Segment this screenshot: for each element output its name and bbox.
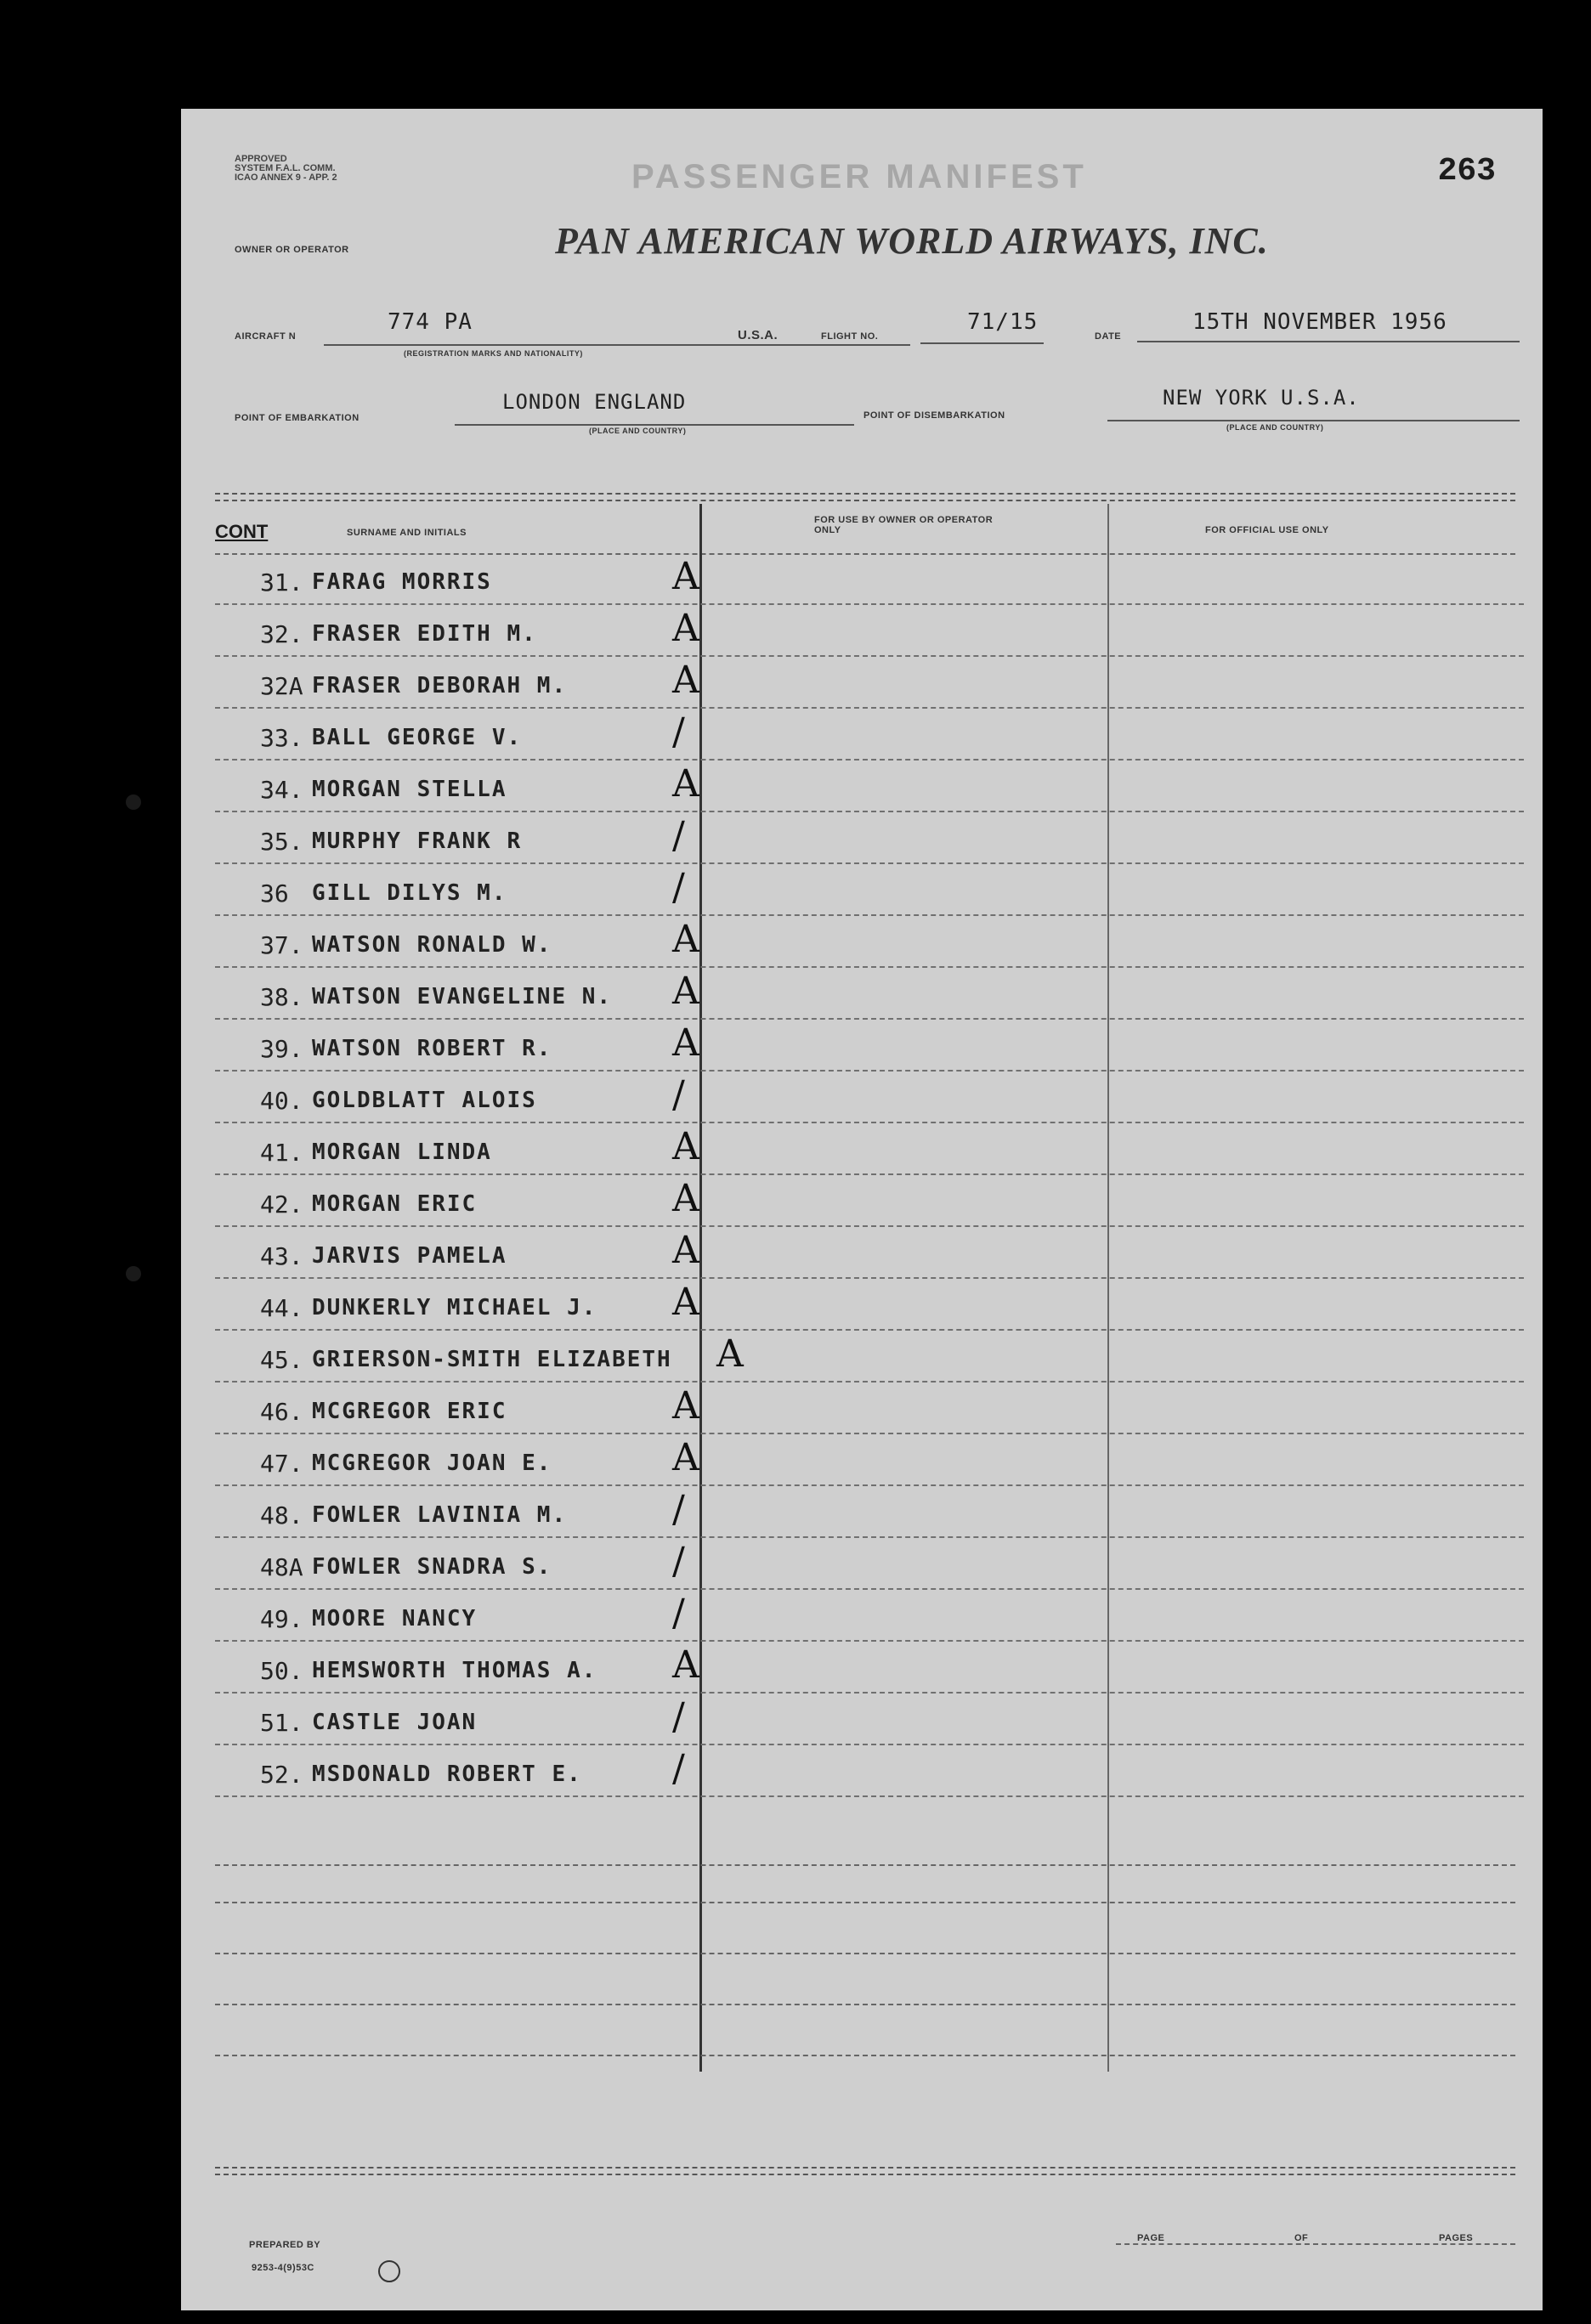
flight-label: FLIGHT NO. bbox=[821, 331, 879, 342]
passenger-name: MOORE NANCY bbox=[312, 1606, 478, 1631]
passenger-name: DUNKERLY MICHAEL J. bbox=[312, 1295, 597, 1320]
passenger-name: MURPHY FRANK R bbox=[312, 828, 523, 854]
table-row bbox=[215, 917, 1524, 968]
checkin-mark: A bbox=[672, 607, 699, 650]
passenger-name: MORGAN LINDA bbox=[312, 1139, 492, 1165]
checkin-mark: A bbox=[672, 1125, 699, 1168]
blank-row-line bbox=[215, 2055, 1515, 2056]
row-number: 42. bbox=[260, 1190, 303, 1219]
checkin-mark: A bbox=[672, 555, 699, 598]
checkin-mark: / bbox=[672, 1695, 685, 1739]
checkin-mark: / bbox=[672, 1540, 685, 1583]
passenger-name: BALL GEORGE V. bbox=[312, 725, 523, 750]
row-number: 46. bbox=[260, 1398, 303, 1426]
checkin-mark: A bbox=[672, 1384, 699, 1428]
date-label: DATE bbox=[1095, 331, 1122, 342]
table-row bbox=[215, 1591, 1524, 1642]
checkin-mark: A bbox=[672, 1229, 699, 1272]
row-number: 47. bbox=[260, 1450, 303, 1478]
row-number: 39. bbox=[260, 1035, 303, 1063]
of-label: OF bbox=[1294, 2233, 1309, 2243]
embark-underline bbox=[455, 424, 854, 426]
embark-label: POINT OF EMBARKATION bbox=[235, 413, 360, 423]
checkin-mark: / bbox=[672, 1488, 685, 1531]
table-row bbox=[215, 1021, 1524, 1072]
row-number: 32. bbox=[260, 620, 303, 648]
row-number: 40. bbox=[260, 1087, 303, 1115]
passenger-name: CASTLE JOAN bbox=[312, 1710, 478, 1735]
passenger-name: FOWLER SNADRA S. bbox=[312, 1554, 552, 1580]
row-number: 36 bbox=[260, 879, 289, 908]
passenger-name: FARAG MORRIS bbox=[312, 569, 492, 595]
checkin-mark: A bbox=[672, 970, 699, 1013]
col-surname: SURNAME AND INITIALS bbox=[347, 528, 467, 538]
passenger-name: GOLDBLATT ALOIS bbox=[312, 1088, 537, 1113]
passenger-name: WATSON ROBERT R. bbox=[312, 1036, 552, 1061]
checkin-mark: A bbox=[672, 1436, 699, 1479]
form-title: PASSENGER MANIFEST bbox=[631, 158, 1087, 195]
page-label: PAGE bbox=[1137, 2233, 1165, 2243]
page-count-line bbox=[1116, 2243, 1515, 2245]
passenger-name: MCGREGOR JOAN E. bbox=[312, 1450, 552, 1476]
row-number: 50. bbox=[260, 1657, 303, 1685]
table-row bbox=[215, 761, 1524, 812]
checkin-mark: / bbox=[672, 814, 685, 857]
checkin-mark: / bbox=[672, 1592, 685, 1635]
table-row bbox=[215, 969, 1524, 1020]
table-row bbox=[215, 1176, 1524, 1227]
passenger-name: JARVIS PAMELA bbox=[312, 1243, 507, 1269]
table-row bbox=[215, 813, 1524, 864]
table-row bbox=[215, 1228, 1524, 1279]
prepared-by-label: PREPARED BY bbox=[249, 2240, 321, 2250]
disembark-caption: (PLACE AND COUNTRY) bbox=[1226, 423, 1324, 432]
table-row bbox=[215, 865, 1524, 916]
row-number: 52. bbox=[260, 1761, 303, 1789]
approval-line: SYSTEM F.A.L. COMM. bbox=[235, 163, 336, 173]
table-row bbox=[215, 1383, 1524, 1434]
table-row bbox=[215, 1643, 1524, 1694]
table-row bbox=[215, 1539, 1524, 1590]
owner-label: OWNER OR OPERATOR bbox=[235, 245, 349, 255]
blank-row-line bbox=[215, 1953, 1515, 1954]
date-value: 15TH NOVEMBER 1956 bbox=[1192, 309, 1447, 335]
row-number: 32A bbox=[260, 672, 303, 700]
checkin-mark: / bbox=[672, 1073, 685, 1117]
row-number: 51. bbox=[260, 1709, 303, 1737]
checkin-mark: A bbox=[672, 1643, 699, 1687]
col-official: FOR OFFICIAL USE ONLY bbox=[1205, 525, 1329, 535]
flight-underline bbox=[920, 342, 1044, 344]
disembark-underline bbox=[1107, 420, 1520, 421]
approval-line: ICAO ANNEX 9 - APP. 2 bbox=[235, 172, 337, 183]
row-number: 38. bbox=[260, 983, 303, 1011]
passenger-name: FRASER EDITH M. bbox=[312, 621, 537, 647]
embark-caption: (PLACE AND COUNTRY) bbox=[589, 427, 687, 435]
row-number: 45. bbox=[260, 1346, 303, 1374]
blank-row-line bbox=[215, 1902, 1515, 1903]
table-row bbox=[215, 1694, 1524, 1745]
footer-rule bbox=[215, 2167, 1515, 2175]
row-number: 43. bbox=[260, 1242, 303, 1270]
table-row bbox=[215, 1487, 1524, 1538]
table-row bbox=[215, 606, 1524, 657]
table-row bbox=[215, 1746, 1524, 1797]
checkin-mark: A bbox=[672, 659, 699, 702]
page-number: 263 bbox=[1437, 153, 1496, 189]
table-row bbox=[215, 1435, 1524, 1486]
checkin-mark: A bbox=[716, 1332, 744, 1376]
passenger-name: GILL DILYS M. bbox=[312, 880, 507, 906]
disembark-value: NEW YORK U.S.A. bbox=[1163, 386, 1360, 410]
col-owner: FOR USE BY OWNER OR OPERATOR ONLY bbox=[814, 515, 994, 535]
flight-value: 71/15 bbox=[967, 309, 1039, 335]
table-row bbox=[215, 1124, 1524, 1175]
registration-caption: (REGISTRATION MARKS AND NATIONALITY) bbox=[404, 349, 583, 358]
passenger-name: HEMSWORTH THOMAS A. bbox=[312, 1658, 597, 1683]
checkin-mark: A bbox=[672, 1177, 699, 1220]
pages-label: PAGES bbox=[1439, 2233, 1474, 2243]
table-row bbox=[215, 1280, 1524, 1331]
aircraft-value: 774 PA bbox=[388, 309, 473, 335]
approval-stamp bbox=[235, 155, 337, 183]
passenger-name: WATSON EVANGELINE N. bbox=[312, 984, 613, 1009]
row-number: 37. bbox=[260, 931, 303, 959]
binder-hole bbox=[126, 1266, 141, 1281]
passenger-name: WATSON RONALD W. bbox=[312, 932, 552, 958]
row-number: 44. bbox=[260, 1294, 303, 1322]
disembark-label: POINT OF DISEMBARKATION bbox=[863, 410, 1005, 421]
checkin-mark: A bbox=[672, 1021, 699, 1065]
date-underline bbox=[1137, 341, 1520, 342]
row-number: 31. bbox=[260, 568, 303, 597]
table-row bbox=[215, 658, 1524, 709]
row-number: 49. bbox=[260, 1605, 303, 1633]
table-row bbox=[215, 554, 1524, 605]
checkin-mark: A bbox=[672, 918, 699, 961]
passenger-name: MORGAN STELLA bbox=[312, 777, 507, 802]
checkin-mark: / bbox=[672, 866, 685, 909]
checkin-mark: A bbox=[672, 762, 699, 806]
passenger-name: MSDONALD ROBERT E. bbox=[312, 1761, 582, 1787]
row-number: 48. bbox=[260, 1501, 303, 1530]
union-seal bbox=[378, 2260, 400, 2282]
checkin-mark: / bbox=[672, 1747, 685, 1790]
embark-value: LONDON ENGLAND bbox=[502, 390, 687, 414]
passenger-name: GRIERSON-SMITH ELIZABETH bbox=[312, 1347, 672, 1372]
manifest-page bbox=[181, 109, 1543, 2310]
passenger-name: MCGREGOR ERIC bbox=[312, 1399, 507, 1424]
row-number: 41. bbox=[260, 1139, 303, 1167]
aircraft-label: AIRCRAFT N bbox=[235, 331, 297, 342]
owner-value: PAN AMERICAN WORLD AIRWAYS, INC. bbox=[555, 220, 1269, 262]
blank-row-line bbox=[215, 2004, 1515, 2005]
usa-label: U.S.A. bbox=[738, 328, 779, 342]
blank-row-line bbox=[215, 1864, 1515, 1866]
checkin-mark: / bbox=[672, 710, 685, 754]
table-row bbox=[215, 710, 1524, 761]
approval-line: APPROVED bbox=[235, 154, 287, 164]
passenger-name: FOWLER LAVINIA M. bbox=[312, 1502, 568, 1528]
row-number: 35. bbox=[260, 828, 303, 856]
checkin-mark: A bbox=[672, 1281, 699, 1324]
form-code: 9253-4(9)53C bbox=[252, 2263, 314, 2273]
passenger-name: MORGAN ERIC bbox=[312, 1191, 478, 1217]
aircraft-underline bbox=[324, 344, 910, 346]
table-row bbox=[215, 1072, 1524, 1123]
row-number: 33. bbox=[260, 724, 303, 752]
table-row bbox=[215, 1332, 1524, 1383]
row-number: 34. bbox=[260, 776, 303, 804]
col-cont: CONT bbox=[215, 521, 269, 542]
binder-hole bbox=[126, 794, 141, 810]
header-rule bbox=[215, 493, 1515, 501]
passenger-name: FRASER DEBORAH M. bbox=[312, 673, 568, 698]
row-number: 48A bbox=[260, 1553, 303, 1581]
